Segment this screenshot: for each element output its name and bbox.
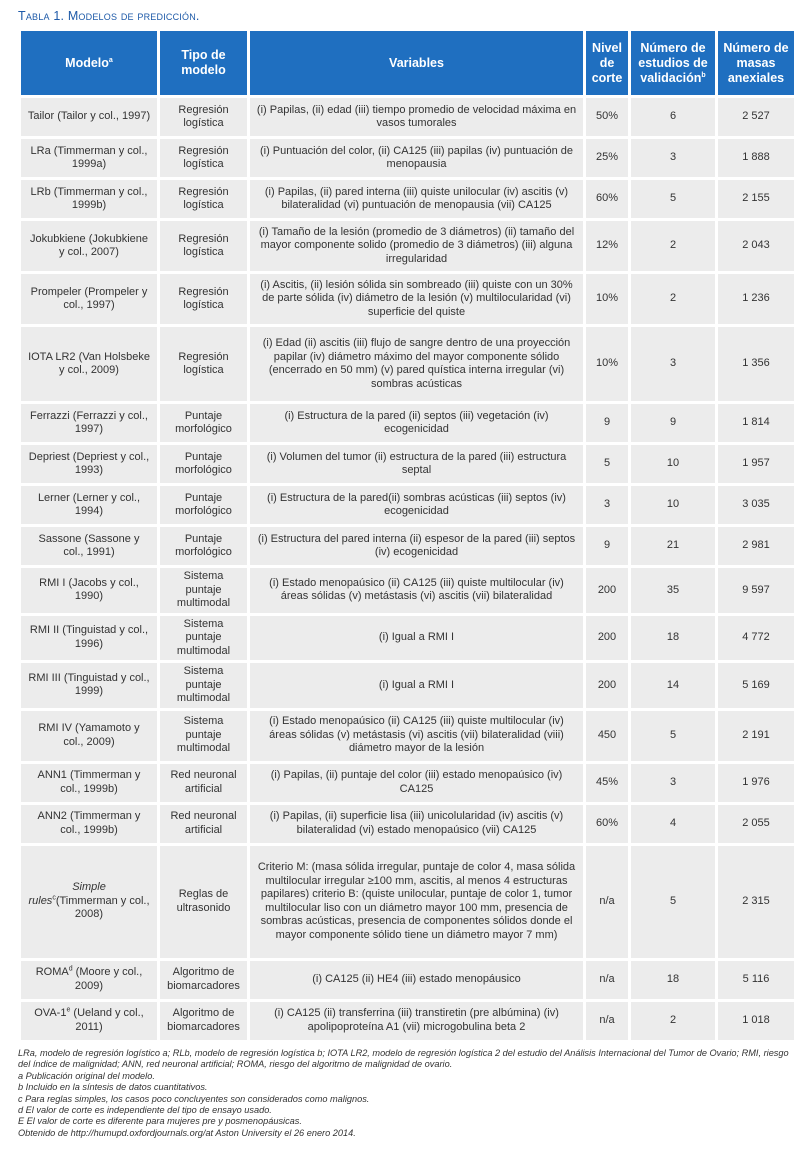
cell-estudios: 2: [631, 1002, 715, 1040]
cell-modelo: Depriest (Depriest y col., 1993): [21, 445, 157, 483]
cell-modelo: Simple rules$^c$(Timmerman y col., 2008): [21, 846, 157, 958]
table-row: [21, 180, 794, 218]
cell-variables: (i) Edad (ii) ascitis (iii) flujo de sangre dentro de una proyección papilar (iv) diámetro máximo del mayor componente sólido (encerrado en 50 mm) (v) pared quística interna irregular (vi) sombras acústicas: [250, 327, 583, 401]
cell-variables: (i) Puntuación del color, (ii) CA125 (iii) papilas (iv) puntuación de menopausia: [250, 139, 583, 177]
cell-masas: 1 957: [718, 445, 794, 483]
cell-masas: 2 043: [718, 221, 794, 271]
cell-tipo: Sistema puntaje multimodal: [160, 616, 247, 661]
cell-variables: (i) CA125 (ii) transferrina (iii) transtiretin (pre albúmina) (iv) apolipoproteína A1 (vii) microgobulina beta 2: [250, 1002, 583, 1040]
cell-tipo: Regresión logística: [160, 327, 247, 401]
cell-nivel: 10%: [586, 274, 628, 324]
table-row: [21, 846, 794, 958]
cell-estudios: 35: [631, 568, 715, 613]
cell-tipo: Sistema puntaje multimodal: [160, 663, 247, 708]
cell-estudios: 5: [631, 846, 715, 958]
cell-estudios: 9: [631, 404, 715, 442]
cell-estudios: 3: [631, 327, 715, 401]
cell-estudios: 3: [631, 139, 715, 177]
cell-modelo: Ferrazzi (Ferrazzi y col., 1997): [21, 404, 157, 442]
cell-estudios: 6: [631, 98, 715, 136]
cell-variables: (i) Igual a RMI I: [250, 616, 583, 661]
cell-tipo: Regresión logística: [160, 98, 247, 136]
cell-variables: (i) Papilas, (ii) pared interna (iii) quiste unilocular (iv) ascitis (v) bilateralidad (vi) puntuación de menopausia (vii) CA125: [250, 180, 583, 218]
cell-nivel: 9: [586, 527, 628, 565]
cell-masas: 2 527: [718, 98, 794, 136]
cell-masas: 2 981: [718, 527, 794, 565]
cell-variables: (i) CA125 (ii) HE4 (iii) estado menopáusico: [250, 961, 583, 999]
cell-nivel: 450: [586, 711, 628, 761]
cell-masas: 2 315: [718, 846, 794, 958]
cell-modelo: ANN2 (Timmerman y col., 1999b): [21, 805, 157, 843]
cell-modelo: OVA-1e (Ueland y col., 2011): [21, 1002, 157, 1040]
cell-nivel: 60%: [586, 805, 628, 843]
cell-variables: (i) Papilas, (ii) puntaje del color (iii) estado menopaúsico (iv) CA125: [250, 764, 583, 802]
cell-masas: 2 055: [718, 805, 794, 843]
cell-nivel: 10%: [586, 327, 628, 401]
cell-estudios: 10: [631, 486, 715, 524]
header-nivel: Nivel de corte: [586, 31, 628, 95]
cell-modelo: Lerner (Lerner y col., 1994): [21, 486, 157, 524]
cell-estudios: 5: [631, 711, 715, 761]
cell-tipo: Sistema puntaje multimodal: [160, 568, 247, 613]
cell-nivel: n/a: [586, 961, 628, 999]
cell-variables: (i) Estructura del pared interna (ii) espesor de la pared (iii) septos (iv) ecogenicidad: [250, 527, 583, 565]
cell-estudios: 4: [631, 805, 715, 843]
cell-masas: 5 116: [718, 961, 794, 999]
note-line: E El valor de corte es diferente para mujeres pre y posmenopáusicas.: [18, 1116, 302, 1127]
cell-estudios: 3: [631, 764, 715, 802]
cell-nivel: 45%: [586, 764, 628, 802]
header-tipo: Tipo de modelo: [160, 31, 247, 95]
table-caption: Tabla 1. Modelos de predicción.: [18, 9, 200, 23]
table-row: [21, 568, 794, 613]
cell-nivel: n/a: [586, 846, 628, 958]
cell-modelo: Tailor (Tailor y col., 1997): [21, 98, 157, 136]
table-row: [21, 711, 794, 761]
cell-variables: (i) Estructura de la pared (ii) septos (iii) vegetación (iv) ecogenicidad: [250, 404, 583, 442]
cell-tipo: Puntaje morfológico: [160, 404, 247, 442]
cell-tipo: Red neuronal artificial: [160, 805, 247, 843]
cell-tipo: Regresión logística: [160, 139, 247, 177]
cell-tipo: Algoritmo de biomarcadores: [160, 961, 247, 999]
cell-nivel: 200: [586, 663, 628, 708]
header-estudios: Número de estudios de validación$^b$: [631, 31, 715, 95]
cell-nivel: n/a: [586, 1002, 628, 1040]
note-line: Obtenido de http://humupd.oxfordjournals.org/at Aston University el 26 enero 2014.: [18, 1127, 356, 1138]
cell-modelo: ROMA$^d$ (Moore y col., 2009): [21, 961, 157, 999]
table-row: [21, 527, 794, 565]
cell-modelo: RMI II (Tinguistad y col., 1996): [21, 616, 157, 661]
cell-nivel: 60%: [586, 180, 628, 218]
cell-variables: (i) Igual a RMI I: [250, 663, 583, 708]
table-row: [21, 764, 794, 802]
cell-estudios: 2: [631, 221, 715, 271]
cell-masas: 1 236: [718, 274, 794, 324]
table-row: [21, 663, 794, 708]
cell-modelo: RMI III (Tinguistad y col., 1999): [21, 663, 157, 708]
cell-nivel: 12%: [586, 221, 628, 271]
cell-variables: (i) Estructura de la pared(ii) sombras acústicas (iii) septos (iv) ecogenicidad: [250, 486, 583, 524]
cell-modelo: Sassone (Sassone y col., 1991): [21, 527, 157, 565]
cell-tipo: Puntaje morfológico: [160, 445, 247, 483]
cell-estudios: 18: [631, 961, 715, 999]
table-row: [21, 445, 794, 483]
cell-tipo: Red neuronal artificial: [160, 764, 247, 802]
cell-estudios: 2: [631, 274, 715, 324]
cell-modelo: RMI I (Jacobs y col., 1990): [21, 568, 157, 613]
table-row: [21, 961, 794, 999]
table-row: [21, 98, 794, 136]
cell-variables: (i) Estado menopaúsico (ii) CA125 (iii) quiste multilocular (iv) áreas sólidas (v) metástasis (vi) ascitis (vii) bilateralidad (viii) diámetro mayor de la lesión: [250, 711, 583, 761]
header-masas: Número de masas anexiales: [718, 31, 794, 95]
cell-masas: 1 976: [718, 764, 794, 802]
table-notes: [18, 1048, 794, 1139]
header-variables: Variables: [250, 31, 583, 95]
note-line: a Publicación original del modelo.: [18, 1070, 155, 1081]
cell-variables: Criterio M: (masa sólida irregular, puntaje de color 4, masa sólida multilocular irregular ≥100 mm, ascitis, al menos 4 estructuras papilares) criterio B: (quiste unilocular, puntaje de color 1, tumor multilocular liso con un diámetro mayor 100 mm, presencia de sombras acústicas, presencia de componentes sólidos donde el mayor componente sólido tiene un diámetro mayor 7 mm): [250, 846, 583, 958]
cell-tipo: Regresión logística: [160, 180, 247, 218]
cell-tipo: Puntaje morfológico: [160, 486, 247, 524]
table-row: [21, 221, 794, 271]
note-line: b Incluido en la síntesis de datos cuantitativos.: [18, 1082, 208, 1093]
cell-masas: 1 018: [718, 1002, 794, 1040]
cell-estudios: 21: [631, 527, 715, 565]
cell-estudios: 14: [631, 663, 715, 708]
cell-nivel: 9: [586, 404, 628, 442]
table-row: [21, 274, 794, 324]
note-line: c Para reglas simples, los casos poco concluyentes son considerados como malignos.: [18, 1093, 370, 1104]
cell-nivel: 200: [586, 568, 628, 613]
cell-masas: 1 356: [718, 327, 794, 401]
cell-variables: (i) Estado menopaúsico (ii) CA125 (iii) quiste multilocular (iv) áreas sólidas (v) metástasis (vi) ascitis (vii) bilateralidad: [250, 568, 583, 613]
cell-masas: 4 772: [718, 616, 794, 661]
cell-nivel: 3: [586, 486, 628, 524]
table-row: [21, 139, 794, 177]
table-row: [21, 327, 794, 401]
cell-nivel: 25%: [586, 139, 628, 177]
cell-nivel: 50%: [586, 98, 628, 136]
cell-masas: 3 035: [718, 486, 794, 524]
cell-nivel: 5: [586, 445, 628, 483]
cell-tipo: Regresión logística: [160, 274, 247, 324]
table-row: [21, 805, 794, 843]
cell-modelo: LRa (Timmerman y col., 1999a): [21, 139, 157, 177]
cell-nivel: 200: [586, 616, 628, 661]
cell-modelo: RMI IV (Yamamoto y col., 2009): [21, 711, 157, 761]
table-row: [21, 486, 794, 524]
note-line: LRa, modelo de regresión logístico a; RLb, modelo de regresión logística b; IOTA LR2, modelo de regresión logística 2 del estudio del Análisis Internacional del Tumor de Ovario; RMI, riesgo del índice de malignidad; ANN, red neuronal artificial; ROMA, riesgo del algoritmo de malignidad de ovario.: [18, 1048, 789, 1070]
cell-masas: 9 597: [718, 568, 794, 613]
cell-modelo: IOTA LR2 (Van Holsbeke y col., 2009): [21, 327, 157, 401]
cell-variables: (i) Tamaño de la lesión (promedio de 3 diámetros) (ii) tamaño del mayor componente solido (promedio de 3 diámetros) (iii) alguna irregularidad: [250, 221, 583, 271]
cell-modelo: ANN1 (Timmerman y col., 1999b): [21, 764, 157, 802]
cell-tipo: Reglas de ultrasonido: [160, 846, 247, 958]
cell-variables: (i) Papilas, (ii) edad (iii) tiempo promedio de velocidad máxima en vasos tumorales: [250, 98, 583, 136]
header-modelo: Modelo$^a$: [21, 31, 157, 95]
table-row: [21, 1002, 794, 1040]
cell-tipo: Sistema puntaje multimodal: [160, 711, 247, 761]
cell-estudios: 10: [631, 445, 715, 483]
cell-modelo: LRb (Timmerman y col., 1999b): [21, 180, 157, 218]
table-row: [21, 404, 794, 442]
cell-variables: (i) Ascitis, (ii) lesión sólida sin sombreado (iii) quiste con un 30% de parte sólida (iv) diámetro de la lesión (v) multilocularidad (vi) superficie del quiste: [250, 274, 583, 324]
cell-masas: 2 155: [718, 180, 794, 218]
cell-tipo: Regresión logística: [160, 221, 247, 271]
cell-masas: 2 191: [718, 711, 794, 761]
cell-tipo: Algoritmo de biomarcadores: [160, 1002, 247, 1040]
cell-modelo: Prompeler (Prompeler y col., 1997): [21, 274, 157, 324]
cell-tipo: Puntaje morfológico: [160, 527, 247, 565]
cell-estudios: 5: [631, 180, 715, 218]
cell-modelo: Jokubkiene (Jokubkiene y col., 2007): [21, 221, 157, 271]
prediction-models-table: [18, 28, 797, 1043]
table-row: [21, 616, 794, 661]
cell-estudios: 18: [631, 616, 715, 661]
cell-masas: 5 169: [718, 663, 794, 708]
header-row: [21, 31, 794, 95]
cell-variables: (i) Volumen del tumor (ii) estructura de la pared (iii) estructura septal: [250, 445, 583, 483]
cell-masas: 1 814: [718, 404, 794, 442]
note-line: d El valor de corte es independiente del tipo de ensayo usado.: [18, 1105, 272, 1116]
cell-masas: 1 888: [718, 139, 794, 177]
cell-variables: (i) Papilas, (ii) superficie lisa (iii) unicolularidad (iv) ascitis (v) bilateralidad (vi) estado menopaúsico (vii) CA125: [250, 805, 583, 843]
